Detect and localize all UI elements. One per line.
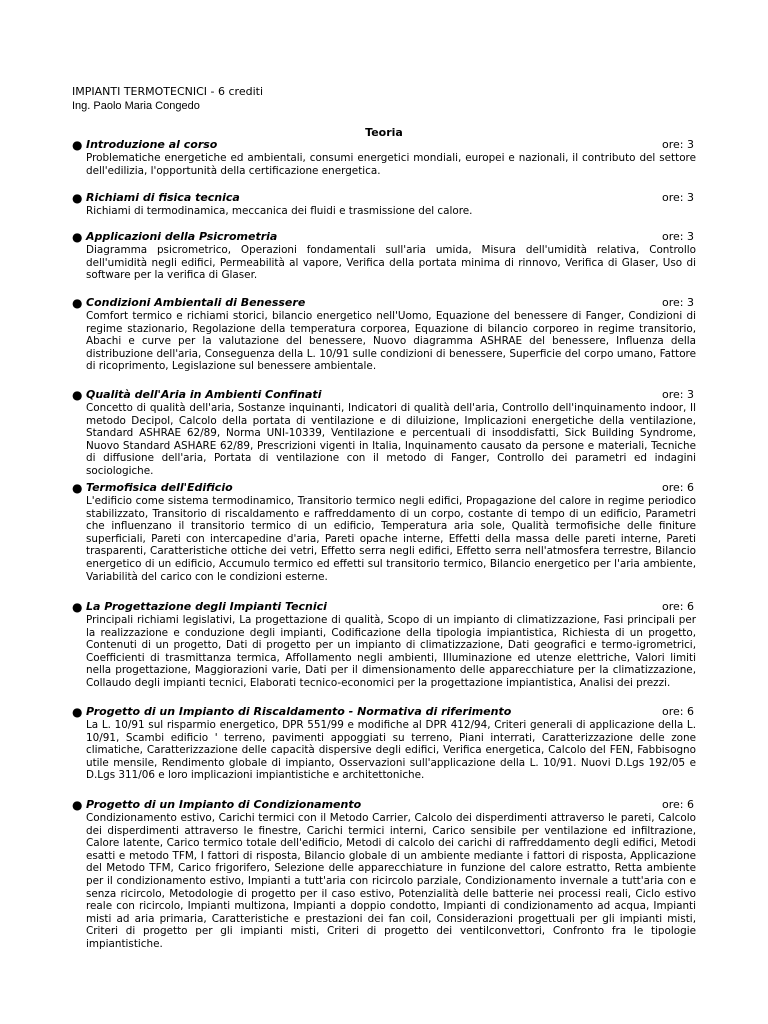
topic-title: Progetto di un Impianto di Riscaldamento - Normativa di riferimento (86, 705, 512, 718)
topic-item (72, 600, 696, 690)
topic-header (72, 600, 696, 614)
course-title: IMPIANTI TERMOTECNICI - 6 crediti (72, 85, 263, 98)
topic-description: Richiami di termodinamica, meccanica dei fluidi e trasmissione del calore. (86, 205, 473, 217)
topic-header (72, 296, 696, 310)
bullet-icon: ● (72, 191, 83, 205)
topic-description: Concetto di qualità dell'aria, Sostanze inquinanti, Indicatori di qualità dell'aria, Controllo dell'inquinamento indoor, Il metodo Decipol, Calcolo della portata di ventilazione e di diluizione, Implicazioni energetiche della ventilazione, Standard ASHRAE 62/89, Norma UNI-10339, Ventilazione e percentuali di insoddisfatti, Sick Building Syndrome, Nuovo Standard ASHARE 62/89, Prescrizioni vigenti in Italia, Inquinamento causato da persone e materiali, Tecniche di diffusione dell'aria, Portata di ventilazione con il metodo di Fanger, Controllo dei parametri ed indagini sociologiche. (86, 402, 696, 477)
topic-item (72, 798, 696, 951)
topic-title: Termofisica dell'Edificio (86, 481, 233, 494)
bullet-icon: ● (72, 230, 83, 244)
topic-description: Problematiche energetiche ed ambientali, consumi energetici mondiali, europei e nazionali, il contributo del settore dell'edilizia, l'opportunità della certificazione energetica. (86, 152, 696, 177)
topic-hours: ore: 3 (662, 296, 694, 309)
topic-hours: ore: 3 (662, 138, 694, 151)
topic-description: Comfort termico e richiami storici, bilancio energetico nell'Uomo, Equazione del benessere di Fanger, Condizioni di regime stazionario, Regolazione della temperatura corporea, Equazione di bilancio corporeo in regime transitorio, Abachi e curve per la valutazione del benessere, Nuovo diagramma ASHRAE del benessere, Influenza della distribuzione dell'aria, Conseguenza della L. 10/91 sulle condizioni di benessere, Superficie del corpo umano, Fattore di ricoprimento, Legislazione sul benessere ambientale. (86, 310, 696, 373)
bullet-icon: ● (72, 388, 83, 402)
topic-header (72, 138, 696, 152)
bullet-icon: ● (72, 296, 83, 310)
topic-header (72, 388, 696, 402)
topic-header (72, 191, 696, 205)
topic-description: La L. 10/91 sul risparmio energetico, DPR 551/99 e modifiche al DPR 412/94, Criteri generali di applicazione della L. 10/91, Scambi edificio ' terreno, pavimenti appoggiati su terreno, Piani interrati, Caratterizzazione delle zone climatiche, Caratterizzazione delle capacità dispersive degli edifici, Verifica energetica, Calcolo del FEN, Fabbisogno utile mensile, Rendimento globale di impianto, Osservazioni sull'applicazione della L. 10/91. Nuovi D.Lgs 192/05 e D.Lgs 311/06 e loro implicazioni impiantistiche e architettoniche. (86, 719, 696, 782)
topic-title: La Progettazione degli Impianti Tecnici (86, 600, 327, 613)
topic-title: Applicazioni della Psicrometria (86, 230, 278, 243)
topic-hours: ore: 6 (662, 481, 694, 494)
topic-header (72, 230, 696, 244)
topic-item (72, 481, 696, 583)
topic-hours: ore: 6 (662, 798, 694, 811)
bullet-icon: ● (72, 138, 83, 152)
topic-item (72, 388, 696, 478)
topic-item (72, 138, 696, 177)
topic-title: Qualità dell'Aria in Ambienti Confinati (86, 388, 322, 401)
bullet-icon: ● (72, 798, 83, 812)
course-header (72, 85, 263, 113)
topic-header (72, 705, 696, 719)
topic-item (72, 230, 696, 282)
course-instructor: Ing. Paolo Maria Congedo (72, 100, 200, 112)
bullet-icon: ● (72, 600, 83, 614)
topic-hours: ore: 3 (662, 230, 694, 243)
topic-hours: ore: 3 (662, 388, 694, 401)
topic-header (72, 481, 696, 495)
topic-description: Diagramma psicrometrico, Operazioni fondamentali sull'aria umida, Misura dell'umidità relativa, Controllo dell'umidità negli edifici, Permeabilità al vapore, Verifica della portata minima di rinnovo, Verifica di Glaser, Uso di software per la verifica di Glaser. (86, 244, 696, 282)
bullet-icon: ● (72, 705, 83, 719)
topic-title: Introduzione al corso (86, 138, 218, 151)
topic-item (72, 191, 696, 218)
topic-description: Condizionamento estivo, Carichi termici con il Metodo Carrier, Calcolo dei disperdimenti attraverso le pareti, Calcolo dei disperdimenti attraverso le finestre, Carichi termici interni, Carico sensibile per ventilazione ed infiltrazione, Calore latente, Carico termico totale dell'edificio, Metodi di calcolo dei carichi di raffreddamento degli edifici, Metodi esatti e metodo TFM, I fattori di risposta, Bilancio globale di un ambiente mediante i fattori di risposta, Applicazione del Metodo TFM, Carico frigorifero, Selezione delle apparecchiature in funzione del calore estratto, Retta ambiente per il condizionamento estivo, Impianti a tutt'aria con ricircolo parziale, Condizionamento invernale a tutt'aria con e senza ricircolo, Metodologie di progetto per il caso estivo, Potenzialità delle batterie nei processi reali, Ciclo estivo reale con ricircolo, Impianti multizona, Impianti a doppio condotto, Impianti di condizionamento ad acqua, Impianti misti ad aria primaria, Caratteristiche e prestazioni dei fan coil, Considerazioni progettuali per gli impianti misti, Criteri di progetto per gli impianti misti, Criteri di progetto dei ventilconvettori, Confronto fra le tipologie impiantistiche. (86, 812, 696, 950)
topic-description: L'edificio come sistema termodinamico, Transitorio termico negli edifici, Propagazione del calore in regime periodico stabilizzato, Transitorio di riscaldamento e raffreddamento di un corpo, costante di tempo di un edificio, Parametri che influenzano il transitorio termico di un edificio, Temperatura aria sole, Qualità termofisiche delle finiture superficiali, Pareti con intercapedine d'aria, Pareti opache interne, Effetti della massa delle pareti interne, Pareti trasparenti, Caratteristiche ottiche dei vetri, Effetto serra negli edifici, Effetto serra nell'atmosfera terrestre, Bilancio energetico di un edificio, Accumulo termico ed effetti sul transitorio termico, Bilancio energetico per l'aria ambiente, Variabilità del carico con le condizioni esterne. (86, 495, 696, 583)
topic-title: Progetto di un Impianto di Condizionamento (86, 798, 362, 811)
topic-item (72, 296, 696, 373)
topic-hours: ore: 6 (662, 600, 694, 613)
topic-description: Principali richiami legislativi, La progettazione di qualità, Scopo di un impianto di climatizzazione, Fasi principali per la realizzazione e conduzione degli impianti, Codificazione della tipologia impiantistica, Richiesta di un progetto, Contenuti di un progetto, Dati di progetto per un impianto di climatizzazione, Dati geografici e termo-igrometrici, Coefficienti di trasmittanza termica, Affollamento negli ambienti, Illuminazione ed utenze elettriche, Valori limiti nella progettazione, Maggiorazioni varie, Dati per il dimensionamento delle apparecchiature per la climatizzazione, Collaudo degli impianti tecnici, Elaborati tecnico-economici per la progettazione impiantistica, Analisi dei prezzi. (86, 614, 696, 689)
topic-hours: ore: 3 (662, 191, 694, 204)
bullet-icon: ● (72, 481, 83, 495)
section-heading-teoria: Teoria (365, 126, 403, 139)
topic-title: Condizioni Ambientali di Benessere (86, 296, 306, 309)
topic-hours: ore: 6 (662, 705, 694, 718)
topic-title: Richiami di fisica tecnica (86, 191, 240, 204)
topic-item (72, 705, 696, 782)
topic-header (72, 798, 696, 812)
